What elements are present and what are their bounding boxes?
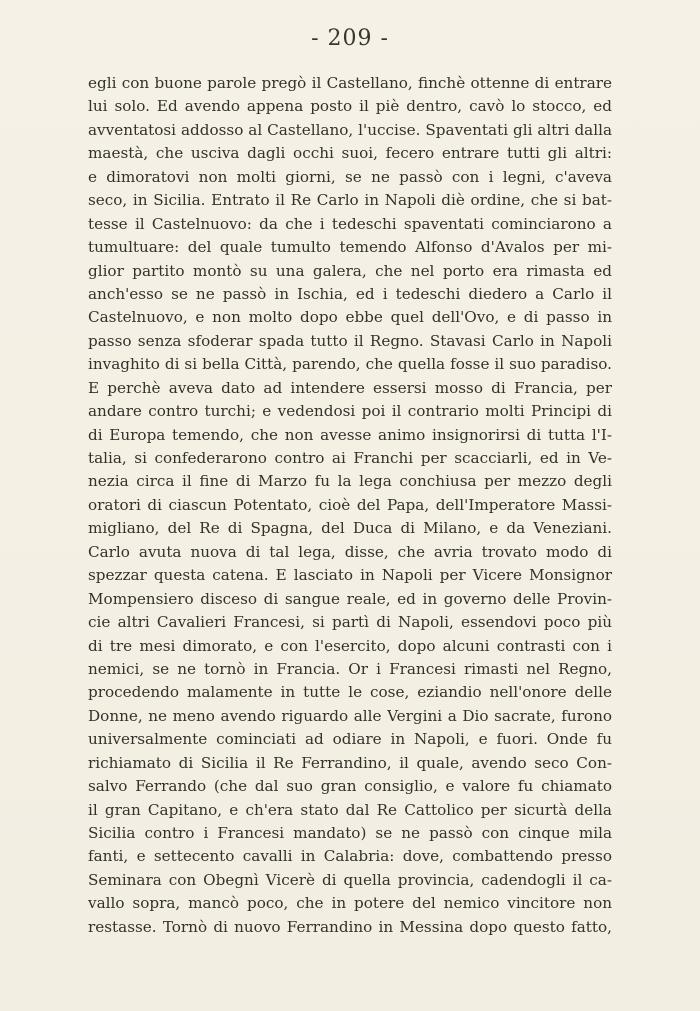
- text-line: egli con buone parole pregò il Castellano, finchè ottenne di entrare: [88, 74, 612, 92]
- text-line: procedendo malamente in tutte le cose, eziandio nell'onore delle: [88, 683, 612, 702]
- text-line: avventatosi addosso al Castellano, l'uccise. Spaventati gli altri dalla: [88, 120, 612, 139]
- text-line: nezia circa il fine di Marzo fu la lega conchiusa per mezzo degli: [88, 472, 612, 491]
- text-line: Sicilia contro i Francesi mandato) se ne passò con cinque mila: [88, 824, 612, 842]
- text-line: invaghito di si bella Città, parendo, che quella fosse il suo paradiso.: [88, 355, 612, 374]
- text-line: e dimoratovi non molti giorni, se ne passò con i legni, c'aveva: [88, 167, 612, 186]
- text-line: anch'esso se ne passò in Ischia, ed i tedeschi diedero a Carlo il: [88, 284, 612, 303]
- text-line: nemici, se ne tornò in Francia. Or i Francesi rimasti nel Regno,: [88, 659, 612, 678]
- text-line: maestà, che usciva dagli occhi suoi, fecero entrare tutti gli altri:: [88, 144, 612, 163]
- page-number: - 209 -: [311, 26, 389, 51]
- text-line: glior partito montò su una galera, che nel porto era rimasta ed: [88, 261, 612, 280]
- text-line: Donne, ne meno avendo riguardo alle Vergini a Dio sacrate, furono: [88, 706, 612, 725]
- text-line: di Europa temendo, che non avesse animo insignorirsi di tutta l'I-: [88, 425, 612, 444]
- text-line: lui solo. Ed avendo appena posto il piè dentro, cavò lo stocco, ed: [88, 97, 612, 116]
- text-line: richiamato di Sicilia il Re Ferrandino, il quale, avendo seco Con-: [88, 753, 612, 772]
- text-line: tesse il Castelnuovo: da che i tedeschi spaventati cominciarono a: [88, 214, 612, 233]
- text-line: salvo Ferrando (che dal suo gran consiglio, e valore fu chiamato: [88, 777, 612, 796]
- text-line: passo senza sfoderar spada tutto il Regno. Stavasi Carlo in Napoli: [88, 331, 612, 350]
- text-line: andare contro turchi; e vedendosi poi il contrario molti Principi di: [88, 402, 612, 421]
- text-line: E perchè aveva dato ad intendere essersi mosso di Francia, per: [88, 378, 612, 397]
- text-line: vallo sopra, mancò poco, che in potere del nemico vincitore non: [88, 894, 612, 913]
- text-line: fanti, e settecento cavalli in Calabria: dove, combattendo presso: [88, 847, 612, 866]
- text-line: Carlo avuta nuova di tal lega, disse, che avria trovato modo di: [88, 542, 612, 561]
- text-line: Castelnuovo, e non molto dopo ebbe quel dell'Ovo, e di passo in: [88, 308, 612, 327]
- text-line: spezzar questa catena. E lasciato in Napoli per Vicere Monsignor: [88, 566, 612, 585]
- text-line: universalmente cominciati ad odiare in Napoli, e fuori. Onde fu: [88, 730, 612, 749]
- body-text: [88, 72, 612, 939]
- text-line: Seminara con Obegnì Vicerè di quella provincia, cadendogli il ca-: [88, 870, 612, 889]
- text-line: seco, in Sicilia. Entrato il Re Carlo in Napoli diè ordine, che si bat-: [88, 191, 612, 210]
- text-line: Mompensiero disceso di sangue reale, ed in governo delle Provin-: [88, 589, 612, 608]
- text-line: cie altri Cavalieri Francesi, si partì di Napoli, essendovi poco più: [88, 613, 612, 632]
- text-line: migliano, del Re di Spagna, del Duca di Milano, e da Veneziani.: [88, 519, 612, 538]
- text-line: tumultuare: del quale tumulto temendo Alfonso d'Avalos per mi-: [88, 238, 612, 257]
- text-line: oratori di ciascun Potentato, cioè del Papa, dell'Imperatore Massi-: [88, 495, 612, 514]
- text-line: talia, si confederarono contro ai Franchi per scacciarli, ed in Ve-: [88, 449, 612, 467]
- text-line: il gran Capitano, e ch'era stato dal Re Cattolico per sicurtà della: [88, 800, 612, 819]
- text-line: restasse. Tornò di nuovo Ferrandino in Messina dopo questo fatto,: [88, 917, 612, 936]
- text-line: di tre mesi dimorato, e con l'esercito, dopo alcuni contrasti con i: [88, 636, 612, 655]
